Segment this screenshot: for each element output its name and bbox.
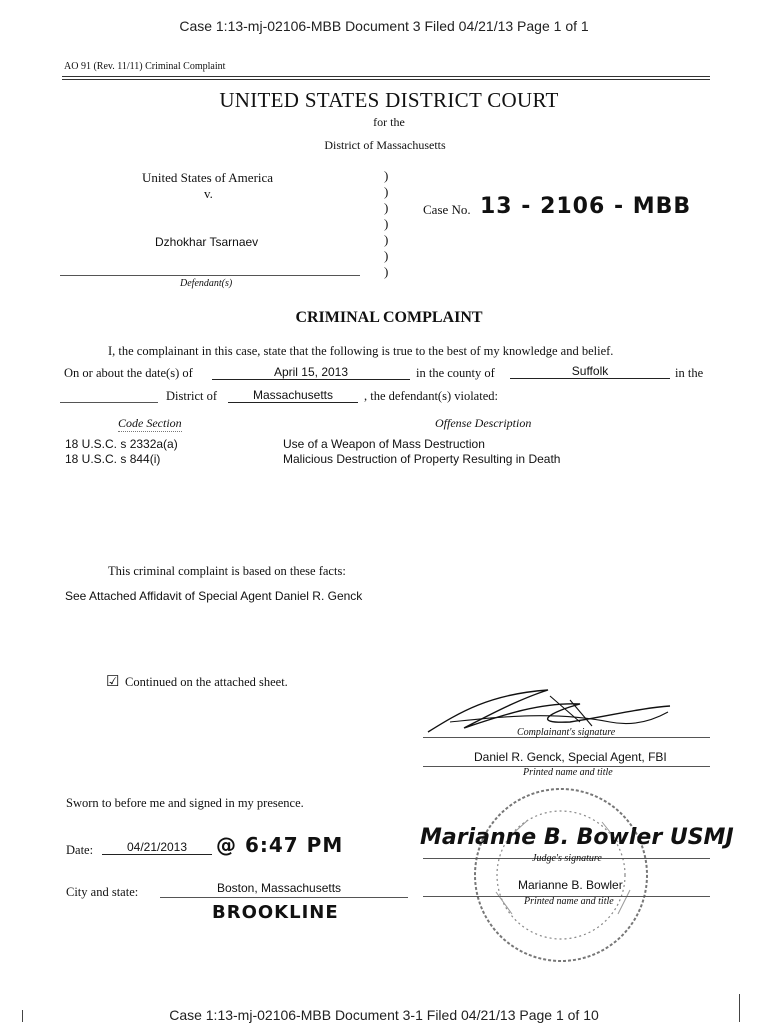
defendant-name: Dzhokhar Tsarnaev — [155, 235, 259, 249]
county: Suffolk — [510, 364, 670, 379]
complainant-printed-label: Printed name and title — [523, 767, 613, 778]
facts-text: See Attached Affidavit of Special Agent Daniel R. Genck — [65, 589, 363, 603]
judge-printed-label: Printed name and title — [524, 896, 614, 907]
offense-desc: Malicious Destruction of Property Resulting in Death — [283, 452, 561, 466]
city-handwritten: BROOKLINE — [212, 902, 339, 923]
continued-text: Continued on the attached sheet. — [125, 675, 288, 689]
caption-parens: ) ) ) ) ) ) ) — [384, 168, 389, 279]
city-label: City and state: — [66, 885, 139, 899]
offense-desc: Use of a Weapon of Mass Destruction — [283, 437, 485, 451]
code-header: Code Section — [118, 416, 182, 430]
case-no-handwritten: 13 - 2106 - MBB — [480, 194, 692, 219]
city-value: Boston, Massachusetts — [217, 881, 342, 895]
top-rule — [62, 76, 710, 77]
sworn-statement: Sworn to before me and signed in my presence. — [66, 796, 304, 810]
form-id: AO 91 (Rev. 11/11) Criminal Complaint — [64, 61, 226, 72]
time-handwritten: @ 6:47 PM — [216, 833, 344, 857]
in-the: in the — [675, 366, 704, 380]
left-edge-mark — [22, 1010, 23, 1022]
continued-checkbox[interactable]: ☑ — [106, 674, 120, 690]
footer-stamp: Case 1:13-mj-02106-MBB Document 3-1 Filed 04/21/13 Page 1 of 10 — [169, 1007, 599, 1023]
defendant-label: Defendant(s) — [180, 278, 233, 289]
versus: v. — [204, 186, 213, 201]
court-for-the: for the — [373, 115, 405, 129]
judge-name: Marianne B. Bowler — [518, 878, 623, 892]
district-lead-rule — [60, 402, 158, 403]
court-title: UNITED STATES DISTRICT COURT — [219, 88, 559, 112]
district: Massachusetts — [228, 388, 358, 403]
sworn-date: 04/21/2013 — [102, 840, 212, 855]
court-seal-stamp — [468, 782, 654, 968]
date-prefix: On or about the date(s) of — [64, 366, 193, 380]
defendant-rule — [60, 275, 360, 276]
district-prefix: District of — [166, 389, 218, 403]
date-label: Date: — [66, 843, 94, 857]
offense-header: Offense Description — [435, 416, 532, 430]
facts-intro: This criminal complaint is based on these facts: — [108, 564, 346, 578]
right-edge-mark — [739, 994, 740, 1022]
top-rule-2 — [62, 79, 710, 80]
county-prefix: in the county of — [416, 366, 495, 380]
offense-code: 18 U.S.C. s 844(i) — [65, 452, 161, 466]
complainant-name: Daniel R. Genck, Special Agent, FBI — [474, 750, 667, 764]
complaint-statement: I, the complainant in this case, state that the following is true to the best of my knowledge and belief. — [108, 344, 614, 358]
court-district: District of Massachusetts — [324, 138, 446, 152]
plaintiff: United States of America — [142, 170, 274, 185]
offense-date: April 15, 2013 — [212, 365, 410, 380]
judge-signature-handwritten: Marianne B. Bowler USMJ — [420, 825, 734, 850]
offense-code: 18 U.S.C. s 2332a(a) — [65, 437, 178, 451]
judge-sig-label: Judge's signature — [532, 853, 602, 864]
city-rule — [160, 897, 408, 898]
violated: , the defendant(s) violated: — [364, 389, 498, 403]
header-stamp: Case 1:13-mj-02106-MBB Document 3 Filed 04/21/13 Page 1 of 1 — [179, 18, 589, 34]
case-no-label: Case No. — [423, 202, 471, 217]
complaint-title: CRIMINAL COMPLAINT — [295, 309, 483, 326]
complainant-sig-label: Complainant's signature — [517, 727, 616, 738]
